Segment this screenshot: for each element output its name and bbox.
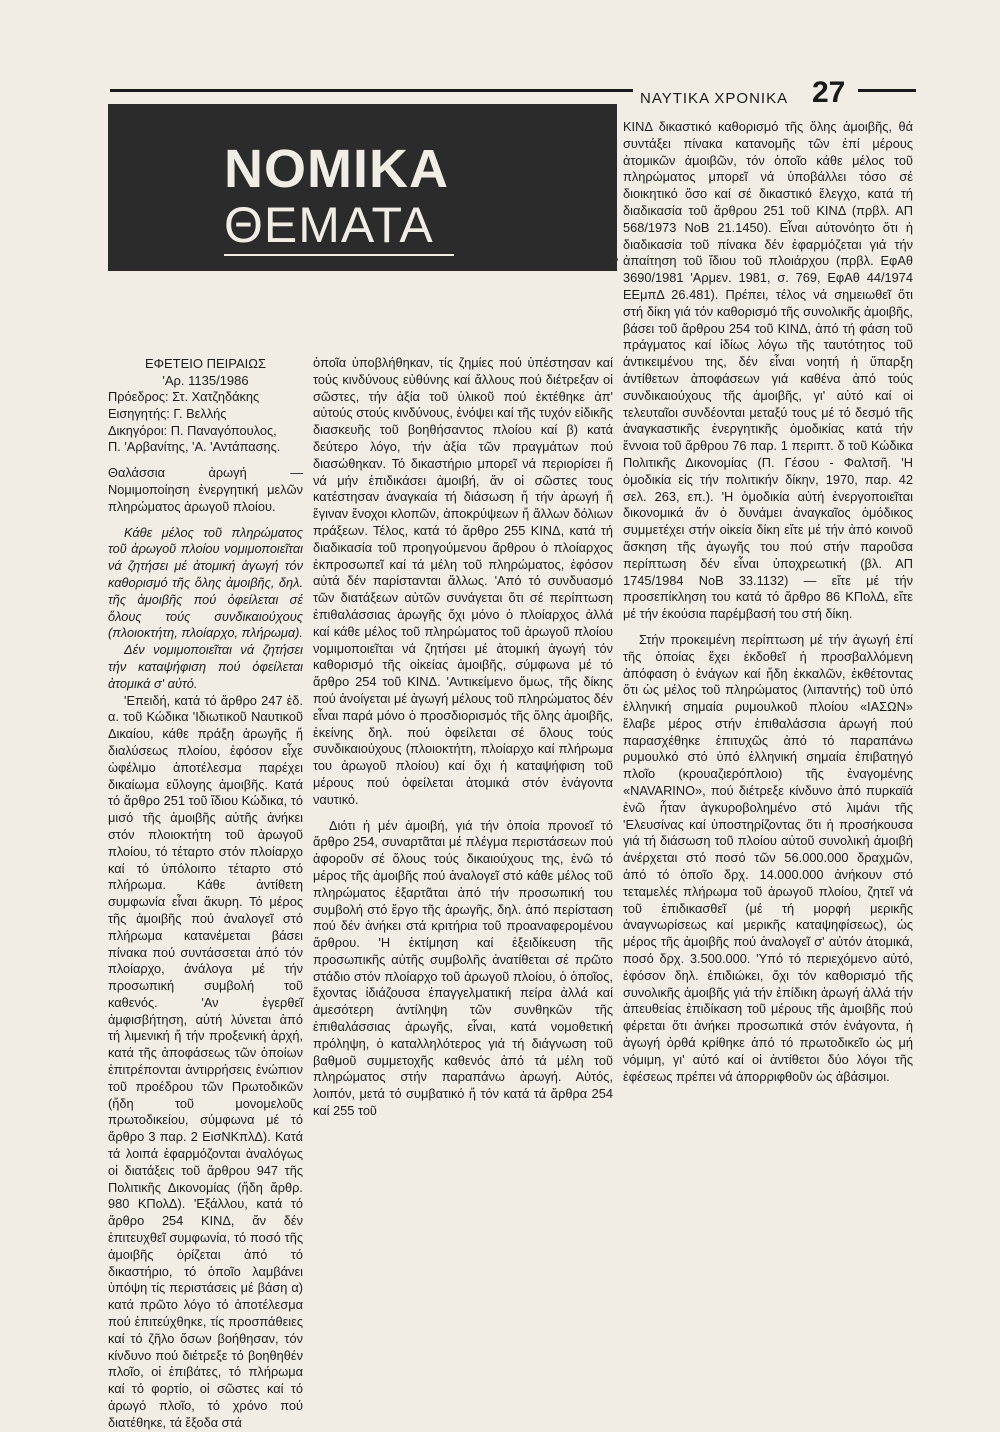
magazine-name: ΝΑΥΤΙΚΑ ΧΡΟΝΙΚΑ [640, 90, 789, 107]
body-paragraph: ΚΙΝΔ δικαστικό καθορισμό τῆς ὅλης ἀμοιβῆς, θά συντάξει πίνακα κατανομῆς τῶν ἐπί μέρους ἀτομικῶν ἀμοιβῶν, τόν ὁποῖο κάθε μέλος τοῦ πληρώματος μπορεῖ νά ὑποβάλλει τόσο σέ διοικητικό ὅσο καί σέ δικαστικό ἔλεγχο, κατά τή διαδικασία τοῦ ἄρθρου 251 τοῦ ΚΙΝΔ (πρβλ. ΑΠ 568/1973 ΝοΒ 21.1450). Εἶναι αὐτονόητο ὅτι ἡ διαδικασία τοῦ πίνακα δέν ἐφαρμόζεται γιά τήν ἀπαίτηση τοῦ ἴδιου τοῦ πλοιάρχου (πρβλ. ΕφΑθ 3690/1981 'Αρμεν. 1981, σ. 769, ΕφΑθ 44/1974 ΕΕμπΔ 26.481). Πρέπει, τέλος νά σημειωθεῖ ὅτι στή δίκη γιά τόν καθορισμό τῆς συνολικῆς ἀμοιβῆς, βάσει τοῦ ἄρθρου 254 τοῦ ΚΙΝΔ, ἀπό τή φάση τοῦ πράγματος καί ἰδίως λόγω τῆς ταυτότητος τοῦ ἀντικειμένου της, δέν εἶναι νοητή ἡ ὕπαρξη ἀντίθετων ἀποφάσεων γιά καθένα ἀπό τούς συνδικαιούχους τῆς ἀμοιβῆς, γι' αὐτό καί οἱ τελευταῖοι συνδέονται μεταξύ τους μέ τό δεσμό τῆς ἀναγκαστικῆς ἐνεργητικῆς ὁμοδικίας κατά τήν ἔννοια τοῦ ἄρθρου 76 παρ. 1 περιπτ. δ τοῦ Κώδικα Πολιτικῆς Δικονομίας (Π. Γέσου - Φαλτσῆ. 'Η ὁμοδικία εἰς τήν πολιτικήν δίκην, 1970, παρ. 42 σελ. 263, επ.). 'Η ὁμοδικία αὐτή ἐνεργοποιεῖται δικονομικά ἄν ὁ δυνάμει ἀναγκαῖος ὁμόδικος συμμετέχει στήν οἰκεία δίκη εἴτε μέ τήν ἀπό κοινοῦ ἄσκηση τῆς ἀγωγῆς του πού στήν παροῦσα περίπτωση δέν εἶναι ὑποχρεωτική (βλ. ΑΠ 1745/1984 ΝοΒ 33.1132) — εἴτε μέ τήν προσεπίκληση του κατά τό ἄρθρο 86 ΚΠολΔ, εἴτε μέ τήν ἑκούσια παρέμβασή του στή δίκη. [623, 119, 913, 622]
case-metadata [108, 389, 303, 456]
header-rule-left [110, 89, 633, 92]
court-name: ΕΦΕΤΕΙΟ ΠΕΙΡΑΙΩΣ [144, 356, 267, 371]
section-title-line2: ΘΕΜΑΤΑ [224, 197, 434, 253]
case-rapporteur: Εισηγητής: Γ. Βελλής [108, 405, 227, 421]
case-number: 'Αρ. 1135/1986 [162, 373, 249, 388]
text-column-1 [108, 355, 303, 1432]
page-number: 27 [812, 76, 846, 109]
body-paragraph: ὁποῖα ὑποβλήθηκαν, τίς ζημίες πού ὑπέστησαν καί τούς κινδύνους εὐθύνης καί ἄλλους πού διέτρεξαν οἱ σῶστες, τήν ἀξία τοῦ ὑλικοῦ πού ἐκτέθηκε ἀπ' αὐτούς στούς κινδύνους, ἐνόψει καί τῆς τυχόν εἰδικῆς διασκευῆς τοῦ βοηθήσαντος πλοίου καί β) κατά δεύτερο λόγο, τήν ἀξία τῶν πραγμάτων πού διασώθηκαν. Τό δικαστήριο μπορεῖ νά περιορίσει ἤ νά μήν ἐπιδικάσει ἀμοιβή, ἄν οἱ σῶστες τους κατέστησαν ἀναγκαία τή διάσωση ἤ τήν ἀρωγή ἤ ἔγιναν ἔνοχοι κλοπῶν, ἀποκρύψεων ἤ ἄλλων δόλιων πράξεων. Τέλος, κατά τό ἄρθρο 255 ΚΙΝΔ, κατά τή διαδικασία τοῦ προηγούμενου ἄρθρου ὁ πλοίαρχος ἐκπροσωπεῖ καί τά μέλη τοῦ πληρώματος, ἐφόσον αὐτά δέν παρίστανται ἄλλως. 'Από τό συνδυασμό τῶν διατάξεων αὐτῶν συνάγεται ὅτι σέ περίπτωση ἐπιθαλάσσιας ἀρωγῆς ὄχι μόνο ὁ πλοίαρχος ἀλλά καί κάθε μέλος τοῦ πληρώματος τοῦ ἀρωγοῦ πλοίου νομιμοποιεῖται νά ζητήσει μέ ἀτομική ἀγωγή τόν καθορισμό τῆς οἰκείας ἀμοιβῆς, σύμφωνα μέ τό ἄρθρο 254 τοῦ ΚΙΝΔ. 'Αντικείμενο ὅμως, τῆς δίκης πού ἀνοίγεται μέ ἀγωγή μέλους τοῦ πληρώματος δέν εἶναι παρά μόνο ὁ προσδιορισμός τῆς ὅλης ἀμοιβῆς, ἐκείνης δηλ. πού ὀφείλεται σέ ὅλους τούς συνδικαιούχους (πλοιοκτήτη, πλοίαρχο καί πλήρωμα του ἀρωγοῦ πλοίου) καί ὄχι ἡ καταψήφιση τοῦ μέρους πού ὀφείλεται ἀτομικά στόν ἐνάγοντα ναυτικό. [313, 355, 613, 807]
holding-2: Δέν νομιμοποιεῖται νά ζητήσει τήν καταψήφιση πού ὀφείλεται ἀτομικά σ' αὐτό. [108, 642, 303, 691]
body-paragraph: 'Επειδή, κατά τό ἄρθρο 247 ἐδ. α. τοῦ Κώδικα 'Ιδιωτικοῦ Ναυτικοῦ Δικαίου, κάθε πράξη ἀρωγῆς ἤ διαλύσεως πλοίου, ἐφόσον εἶχε ὠφέλιμο ἀποτέλεσμα παρέχει δικαίωμα εὔλογης ἀμοιβῆς. Κατά τό ἄρθρο 251 τοῦ ἴδιου Κώδικα, τό μισό τῆς ἀμοιβῆς αὐτῆς ἀνήκει στόν πλοιοκτήτη τοῦ ἀρωγοῦ πλοίου, τό τέταρτο στόν πλοίαρχο καί τό ὑπόλοιπο τέταρτο στό πλήρωμα. Κάθε ἀντίθετη συμφωνία εἶναι ἄκυρη. Τό μέρος τῆς ἀμοιβῆς πού ἀναλογεῖ στό πλήρωμα κατανέμεται βάσει πίνακα πού συντάσσεται ἀπό τόν πλοίαρχο, ἀνάλογα μέ τήν προσωπική συμβολή τοῦ καθενός. 'Αν ἐγερθεῖ ἀμφισβήτηση, αὐτή λύνεται ἀπό τή λιμενική ἤ τήν προξενική ἀρχή, κατά τῆς ἀποφάσεως τῶν ὁποίων ἐπιτρέπονται ἀντιρρήσεις ἐνώπιον τοῦ προέδρου τῶν Πρωτοδικῶν (ἤδη τοῦ μονομελοῦς πρωτοδικείου, σύμφωνα μέ τό ἄρθρο 3 παρ. 2 ΕισΝΚπλΔ). Κατά τά λοιπά ἐφαρμόζονται ἀναλόγως οἱ διατάξεις τοῦ ἄρθρου 947 τῆς Πολιτικῆς Δικονομίας (ἤδη ἄρθρ. 980 ΚΠολΔ). 'Εξάλλου, κατά τό ἄρθρο 254 ΚΙΝΔ, ἄν δέν ἐπιτευχθεῖ συμφωνία, τό ποσό τῆς ἀμοιβῆς ὁρίζεται ἀπό τό δικαστήριο, τό ὁποῖο λαμβάνει ὑπόψη τίς περιστάσεις μέ βάση α) κατά πρῶτο λόγο τό ἀποτέλεσμα πού ἐπιτεύχθηκε, τίς προσπάθειες καί τό ζῆλο ὅσων βοήθησαν, τόν κίνδυνο πού διέτρεξε τό βοηθηθέν πλοῖο, οἱ ἐπιβάτες, τό πλήρωμα καί τό φορτίο, οἱ σῶστες καί τό ἀρωγό πλοῖο, τό χρόνο πού διατέθηκε, τά ἔξοδα στά [108, 692, 303, 1430]
text-column-3 [623, 119, 913, 1085]
body-paragraph: Διότι ἡ μέν ἀμοιβή, γιά τήν ὁποία προνοεῖ τό ἄρθρο 254, συναρτᾶται μέ πλέγμα περιστάσεων πού ἀφοροῦν σέ ὅλους τούς δικαιούχους της, ἐνῶ τό μέρος τῆς ἀμοιβῆς πού ἀναλογεῖ στό κάθε μέλος τοῦ πληρώματος ἐξαρτᾶται ἀπό τήν προσωπική του συμβολή στό ἔργο τῆς ἀρωγῆς, δηλ. ἀπό περίσταση πού δέν ἀνήκει στά κριτήρια τοῦ προαναφερομένου ἄρθρου. 'Η ἐκτίμηση καί ἐξειδίκευση τῆς προσωπικῆς αὐτῆς συμβολῆς ἀνατίθεται σέ πρῶτο στάδιο στόν πλοίαρχο τοῦ ἀρωγοῦ πλοίου, ὁ ὁποῖος, ἔχοντας ἰδιάζουσα ἐπαγγελματική πείρα ἀλλά καί ἀμεσότερη ἀντίληψη τῶν συνθηκῶν τῆς ἐπιθαλάσσιας ἀρωγῆς, εἶναι, κατά νομοθετική πρόληψη, ὁ καταλληλότερος γιά τή διάγνωση τοῦ βαθμοῦ συμμετοχῆς καθενός ἀπό τά μέλη τοῦ πληρώματος στήν παραπάνω ἀρωγή. Αὐτός, λοιπόν, μετά τό συμβατικό ἤ τόν κατά τά ἄρθρα 254 καί 255 τοῦ [313, 817, 613, 1119]
section-title-block [108, 104, 617, 271]
case-summary: Θαλάσσια ἀρωγή — Νομιμοποίηση ἐνεργητική μελῶν πληρώματος ἀρωγοῦ πλοίου. [108, 465, 303, 514]
header-rule-right [858, 89, 916, 92]
text-column-2 [313, 355, 613, 1120]
holding-1: Κάθε μέλος τοῦ πληρώματος τοῦ ἀρωγοῦ πλοίου νομιμοποιεῖται νά ζητήσει μέ ἀτομική ἀγωγή τόν καθορισμό τῆς ὅλης ἀμοιβῆς, δηλ. τῆς ἀμοιβῆς πού ὀφείλεται σέ ὅλους τούς συνδικαιούχους (πλοιοκτήτη, πλοίαρχο, πλήρωμα). [108, 524, 303, 641]
case-president: Πρόεδρος: Στ. Χατζηδάκης [108, 389, 260, 404]
title-underline [224, 254, 454, 256]
body-paragraph: Στήν προκειμένη περίπτωση μέ τήν ἀγωγή ἐπί τῆς ὁποίας ἔχει ἐκδοθεῖ ἡ προσβαλλόμενη ἀπόφαση ὁ ἐνάγων καί ἤδη ἐκκαλῶν, ἐκθέτοντας ὅτι ὡς μέλος τοῦ πληρώματος (λιπαντής) τοῦ ὑπό ἑλληνική σημαία ρυμουλκοῦ πλοίου «ΙΑΣΩΝ» ἔλαβε μέρος στήν ἐπιθαλάσσια ἀρωγή πού παρασχέθηκε ἐπιτυχῶς ἀπό τό παραπάνω ρυμουλκό στό ὑπό ἑλληνική σημαία ἐπιβατηγό πλοῖο (κρουαζιερόπλοιο) τῆς ἐναγομένης «NAVARINO», πού διέτρεξε κίνδυνο ἀπό πυρκαϊά ἐνῶ ἦταν ἀγκυροβολημένο στό λιμάνι τῆς 'Ελευσίνας καί ὑποστηρίζοντας ὅτι ἡ προσήκουσα γιά τή διάσωση τοῦ πλοίου αὐτοῦ συνολική ἀμοιβή ἀνέρχεται στό ποσό τῶν 56.000.000 δραχμῶν, ἀπό τό ὁποῖο δρχ. 14.000.000 ἀνήκουν στό τεταμελές πλήρωμα τοῦ ἀρωγοῦ πλοίου, ζητεῖ νά τοῦ ἐπιδικασθεῖ (μέ τή μορφή μερικῆς ἀναγνωρίσεως καί μερικῆς καταψηφίσεως), ὡς μέρος τῆς ἀμοιβῆς πού ἀναλογεῖ σ' αὐτόν ἀτομικά, ποσό δρχ. 3.500.000. 'Υπό τό περιεχόμενο αὐτό, ἐφόσον δηλ. ἐπιδιώκει, ὄχι τόν καθορισμό τῆς συνολικῆς ἀμοιβῆς γιά τήν ἐπίδικη ἀρωγή ἀλλά τήν ἀπευθείας ἐπιδίκαση τοῦ μέρους τῆς ἀμοιβῆς πού φέρεται ὅτι ἀνήκει προσωπικά στόν ἐνάγοντα, ἡ ἀγωγή ὀρθά κρίθηκε ἀπό τό πρωτοδικεῖο ὡς μή νόμιμη, γι' αὐτό καί οἱ ἀντίθετοι δύο λόγοι τῆς ἐφέσεως πρέπει νά ἀπορριφθοῦν ὡς ἀβάσιμοι. [623, 631, 913, 1084]
case-lawyers-2: Π. 'Αρβανίτης, 'Α. 'Αντάπασης. [108, 439, 281, 455]
speck [615, 258, 618, 261]
section-title-line1: ΝΟΜΙΚΑ [224, 139, 449, 199]
case-lawyers: Δικηγόροι: Π. Παναγόπουλος, [108, 422, 277, 438]
